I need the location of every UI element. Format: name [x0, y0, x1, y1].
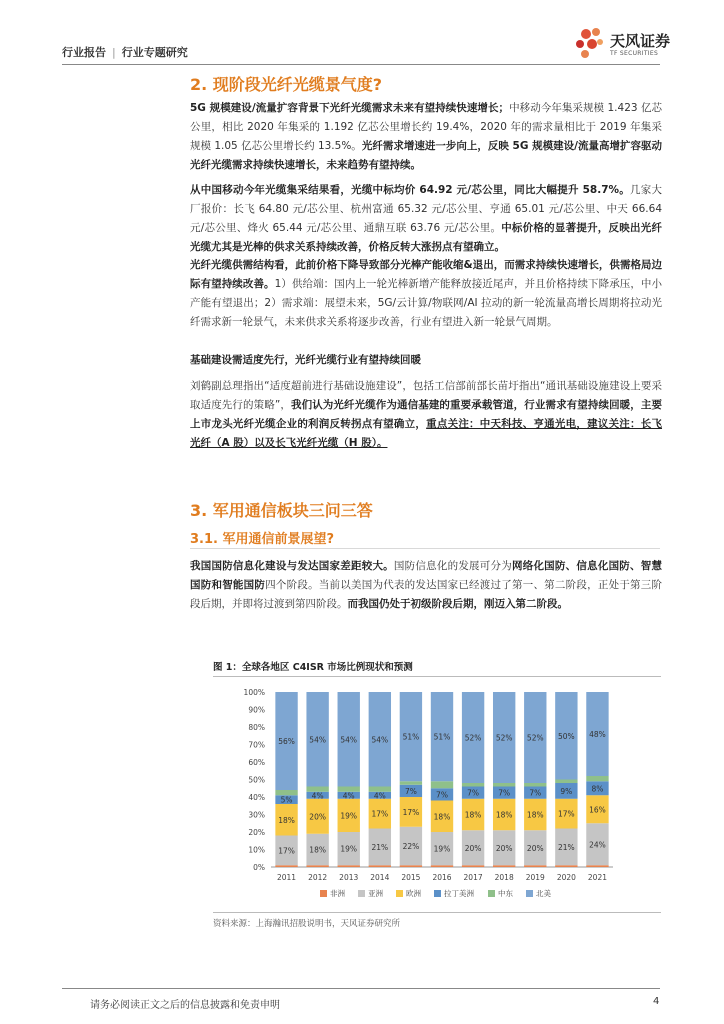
x-tick-label: 2011 — [276, 873, 297, 882]
data-label: 20% — [526, 843, 544, 853]
data-label: 8% — [591, 784, 604, 794]
data-label: 4% — [311, 791, 324, 801]
data-label: 4% — [342, 791, 355, 801]
bar-segment — [462, 783, 484, 787]
data-label: 7% — [467, 788, 480, 798]
bar-segment — [524, 865, 546, 867]
data-label: 24% — [589, 840, 606, 850]
data-label: 9% — [560, 786, 573, 796]
x-tick-label: 2021 — [587, 873, 608, 882]
data-label: 18% — [495, 810, 513, 820]
footer-divider — [62, 988, 660, 989]
x-tick-label: 2015 — [401, 873, 421, 882]
c4isr-stacked-bar-chart — [213, 680, 661, 908]
paragraph-policy: 刘鹤副总理指出“适度超前进行基础设施建设”，包括工信部前部长苗圩指出“通讯基础设施建设上要采取适度先行的策略”，我们认为光纤光缆作为通信基建的重要承载管道，行业需求有望持续回暖，主要上市龙头光纤光缆企业的利润反转拐点有望确立，重点关注：中天科技、亨通光电，建议关注：长飞光纤（A 股）以及长飞光纤光缆（H 股）。 — [190, 380, 663, 449]
x-tick-label: 2014 — [370, 873, 390, 882]
paragraph-supply: 光纤光缆供需结构看，此前价格下降导致部分光棒产能收缩&退出，而需求持续快速增长，供需格局边际有望持续改善。1）供给端：国内上一轮光棒新增产能释放接近尾声，并且价格持续下降承压，中小产能有望退出；2）需求端：展望未来，5G/云计算/物联网/AI 拉动的新一轮流量高增长周期将拉动光纤需求新一轮景气，未来供求关系将逐步改善，行业有望进入新一轮景气周期。 — [190, 259, 662, 328]
legend-swatch — [396, 890, 403, 897]
data-label: 17% — [402, 807, 420, 817]
subsection-3-1-title: 3.1. 军用通信前景展望? — [190, 532, 335, 547]
data-label: 18% — [526, 810, 544, 820]
bar-segment — [369, 865, 391, 867]
data-label: 19% — [340, 811, 358, 821]
legend-label: 拉丁美洲 — [444, 889, 474, 898]
bar-segment — [369, 787, 391, 792]
y-tick-label: 10% — [248, 845, 265, 855]
report-header: 行业报告 | 行业专题研究 — [62, 46, 188, 59]
header-type: 行业报告 — [62, 46, 106, 59]
figure-top-rule — [213, 676, 661, 677]
data-label: 5% — [280, 795, 293, 805]
bar-segment — [586, 776, 608, 781]
legend-label: 亚洲 — [368, 889, 383, 898]
legend-swatch — [358, 890, 365, 897]
header-divider — [62, 64, 660, 65]
bar-segment — [555, 780, 577, 784]
legend-label: 北美 — [536, 889, 551, 898]
bar-segment — [555, 865, 577, 867]
data-label: 22% — [402, 842, 420, 851]
legend-label: 非洲 — [330, 889, 345, 898]
x-tick-label: 2013 — [339, 873, 359, 882]
bar-segment — [338, 865, 360, 867]
data-label: 50% — [558, 731, 575, 741]
legend-label: 欧洲 — [406, 889, 421, 898]
legend-swatch — [434, 890, 441, 897]
y-tick-label: 20% — [248, 828, 265, 837]
data-label: 19% — [340, 844, 358, 854]
data-label: 56% — [278, 737, 295, 746]
subsection-divider — [190, 548, 660, 549]
brand-subtitle: TF SECURITIES — [610, 50, 659, 57]
data-label: 7% — [498, 788, 511, 798]
data-label: 18% — [278, 815, 295, 825]
figure-bottom-rule — [213, 912, 661, 913]
data-label: 17% — [278, 846, 295, 856]
y-tick-label: 90% — [248, 705, 265, 715]
footer-disclaimer: 请务必阅读正文之后的信息披露和免责申明 — [90, 1000, 280, 1011]
y-tick-label: 40% — [248, 793, 265, 802]
legend-swatch — [488, 890, 495, 897]
data-label: 52% — [464, 733, 482, 743]
y-tick-label: 60% — [248, 758, 265, 767]
x-tick-label: 2018 — [494, 873, 514, 882]
y-tick-label: 70% — [248, 740, 265, 750]
bar-segment — [431, 781, 453, 788]
data-label: 4% — [373, 791, 386, 801]
bar-segment — [493, 865, 515, 867]
x-tick-label: 2017 — [463, 873, 483, 882]
data-label: 18% — [433, 812, 451, 822]
bar-segment — [462, 865, 484, 867]
data-label: 20% — [309, 812, 326, 822]
section-3-title: 3. 军用通信板块三问三答 — [190, 501, 373, 520]
bar-segment — [524, 783, 546, 787]
data-label: 51% — [402, 732, 420, 742]
data-label: 52% — [495, 733, 513, 743]
data-label: 48% — [589, 730, 606, 739]
data-label: 18% — [464, 810, 482, 820]
subheading-infrastructure: 基础建设需适度先行，光纤光缆行业有望持续回暖 — [190, 354, 421, 366]
data-label: 51% — [433, 732, 451, 742]
bar-segment — [493, 783, 515, 787]
data-label: 54% — [309, 735, 326, 745]
paragraph-defense: 我国国防信息化建设与发达国家差距较大。国防信息化的发展可分为网络化国防、信息化国防、智慧国防和智能国防四个阶段。当前以美国为代表的发达国家已经渡过了第一、第二阶段，正处于第三阶段后期，并即将过渡到第四阶段。而我国仍处于初级阶段后期，刚迈入第二阶段。 — [190, 560, 663, 610]
data-label: 7% — [529, 788, 542, 798]
page-number: 4 — [653, 996, 660, 1007]
bar-segment — [400, 865, 422, 867]
y-tick-label: 80% — [248, 723, 265, 732]
bar-segment — [431, 865, 453, 867]
data-label: 20% — [464, 843, 482, 853]
paragraph-price: 从中国移动今年光缆集采结果看，光缆中标均价 64.92 元/芯公里，同比大幅提升 58.7%。几家大厂报价：长飞 64.80 元/芯公里、杭州富通 65.32 元/芯公里、亨通 65.01 元/芯公里、中天 66.64 元/芯公里、烽火 65.44 元/芯公里、通鼎互联 63.76 元/芯公里。中标价格的显著提升，反映出光纤光缆尤其是光棒的供求关系持续改善，价格反转大涨拐点有望确立。 — [190, 184, 662, 253]
y-tick-label: 50% — [248, 775, 265, 785]
data-label: 21% — [558, 842, 575, 852]
legend-label: 中东 — [498, 889, 513, 898]
data-label: 52% — [526, 733, 544, 743]
data-label: 7% — [404, 786, 417, 796]
y-tick-label: 30% — [248, 810, 265, 820]
bar-segment — [586, 865, 608, 867]
x-tick-label: 2012 — [308, 873, 328, 882]
y-tick-label: 0% — [253, 863, 265, 872]
data-label: 18% — [309, 845, 326, 855]
data-label: 17% — [371, 809, 389, 819]
bar-segment — [275, 790, 297, 795]
data-label: 20% — [495, 843, 513, 853]
x-tick-label: 2019 — [525, 873, 545, 882]
data-label: 17% — [558, 809, 575, 819]
paragraph-demand: 5G 规模建设/流量扩容背景下光纤光缆需求未来有望持续快速增长；中移动今年集采规模 1.423 亿芯公里，相比 2020 年集采的 1.192 亿芯公里增长约 19.4%，2020 年的需求量相比于 2019 年集采规模 1.05 亿芯公里增长约 13.5%。光纤需求增速进一步向上，反映 5G 规模建设/流量高增扩容驱动光纤光缆需求持续快速增长，未来趋势有望持续。 — [190, 102, 663, 171]
bar-segment — [306, 865, 328, 867]
data-label: 21% — [371, 842, 389, 852]
bar-segment — [306, 787, 328, 792]
x-tick-label: 2020 — [556, 873, 576, 882]
y-tick-label: 100% — [243, 688, 265, 697]
data-label: 7% — [436, 790, 448, 800]
data-label: 19% — [433, 844, 451, 854]
brand-name: 天风证券 — [610, 32, 671, 50]
x-tick-label: 2016 — [432, 873, 452, 882]
data-label: 54% — [371, 735, 389, 745]
bar-segment — [400, 781, 422, 785]
figure-source: 资料来源：上海瀚讯招股说明书，天风证券研究所 — [213, 919, 401, 929]
data-label: 54% — [340, 735, 358, 745]
bar-segment — [338, 787, 360, 792]
bar-segment — [275, 865, 297, 867]
data-label: 16% — [589, 805, 606, 815]
legend-swatch — [320, 890, 327, 897]
header-category: 行业专题研究 — [121, 46, 188, 59]
section-2-title: 2. 现阶段光纤光缆景气度? — [190, 75, 383, 94]
legend-swatch — [526, 890, 533, 897]
figure-title: 图 1：全球各地区 C4ISR 市场比例现状和预测 — [213, 662, 413, 673]
